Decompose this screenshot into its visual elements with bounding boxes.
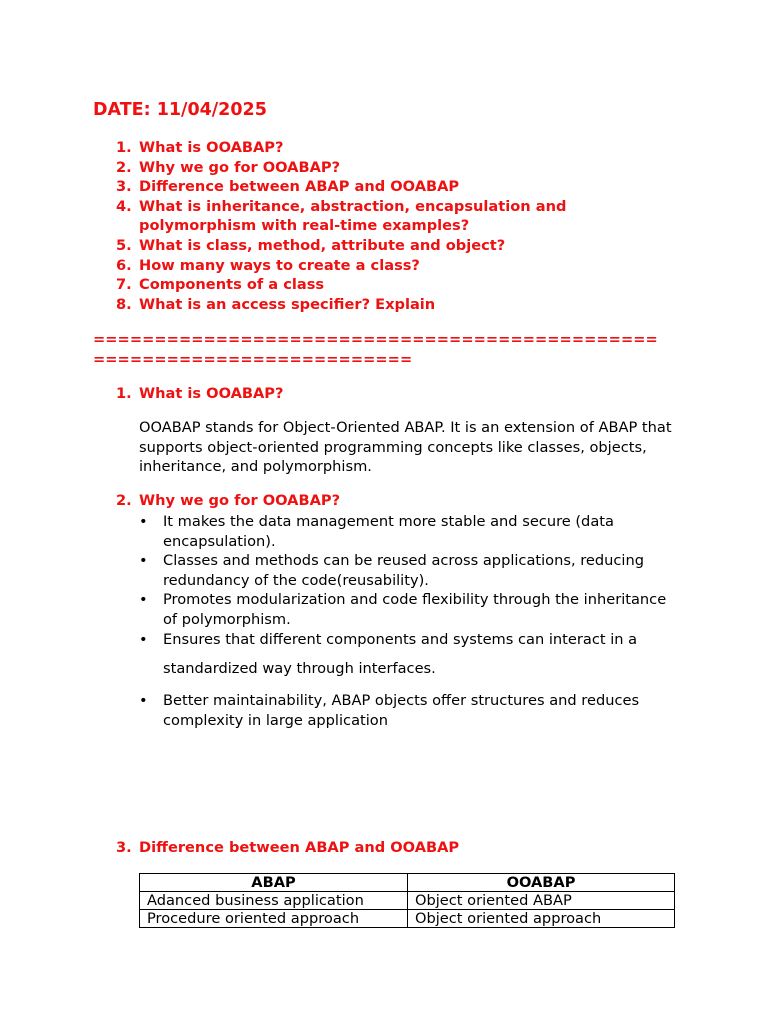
question-number: 8.	[116, 295, 132, 313]
table-cell: Adanced business application	[140, 892, 408, 910]
question-number: 5.	[116, 236, 132, 254]
question-item	[116, 236, 639, 256]
section-1-heading	[116, 385, 283, 402]
section-2-bullet-list-cont	[139, 691, 679, 730]
question-number: 4.	[116, 197, 132, 215]
table-cell: Object oriented approach	[408, 910, 675, 928]
question-text: What is class, method, attribute and object?	[139, 236, 506, 254]
question-text: What is an access specifier? Explain	[139, 295, 436, 313]
question-text: Why we go for OOABAP?	[139, 158, 341, 176]
question-text: Components of a class	[139, 276, 325, 294]
table-cell: Procedure oriented approach	[140, 910, 408, 928]
question-item	[116, 295, 639, 315]
bullet-item	[139, 551, 679, 590]
section-3-heading	[116, 839, 459, 856]
question-text: How many ways to create a class?	[139, 256, 420, 274]
bullet-item	[139, 630, 679, 650]
bullet-icon: •	[139, 630, 148, 648]
section-number: 3.	[116, 839, 132, 856]
section-number: 2.	[116, 492, 132, 509]
separator-line-2: ==========================	[93, 350, 413, 368]
separator-line-1: ==============================================	[93, 331, 658, 348]
table-cell: Object oriented ABAP	[408, 892, 675, 910]
bullet-text: Better maintainability, ABAP objects offer structures and reduces complexity in large application	[163, 692, 640, 729]
question-item	[116, 177, 639, 197]
section-number: 1.	[116, 385, 132, 402]
bullet-item	[139, 691, 679, 730]
question-text: What is OOABAP?	[139, 139, 284, 156]
separator-line	[93, 330, 658, 369]
table-header-cell: OOABAP	[408, 874, 675, 892]
question-number: 6.	[116, 256, 132, 274]
section-title: Difference between ABAP and OOABAP	[139, 839, 460, 856]
question-number: 1.	[116, 139, 132, 156]
bullet-icon: •	[139, 591, 148, 609]
bullet-text: It makes the data management more stable and secure (data encapsulation).	[163, 513, 614, 550]
table-row	[140, 910, 675, 928]
bullet-text: Classes and methods can be reused across applications, reducing redundancy of the code(reusability).	[163, 552, 645, 589]
question-number: 3.	[116, 178, 132, 196]
comparison-table	[139, 873, 675, 928]
table-header-cell: ABAP	[140, 874, 408, 892]
question-text: What is inheritance, abstraction, encapsulation and polymorphism with real-time examples?	[139, 197, 567, 235]
bullet-icon: •	[139, 692, 148, 709]
bullet-text: Ensures that different components and systems can interact in a	[163, 630, 638, 648]
bullet-text: Promotes modularization and code flexibility through the inheritance of polymorphism.	[163, 591, 667, 628]
bullet-item	[139, 512, 679, 551]
question-number: 7.	[116, 276, 132, 294]
section-2-heading	[116, 492, 340, 509]
section-1-paragraph: OOABAP stands for Object-Oriented ABAP. It is an extension of ABAP that supports object-oriented programming concepts like classes, objects, inheritance, and polymorphism.	[139, 419, 672, 476]
section-2-bullet-list	[139, 512, 679, 679]
question-item	[116, 197, 639, 236]
bullet-icon: •	[139, 513, 148, 530]
question-item	[116, 256, 639, 276]
section-title: What is OOABAP?	[139, 385, 284, 402]
question-number: 2.	[116, 158, 132, 176]
question-list	[116, 138, 639, 314]
bullet-icon: •	[139, 552, 148, 570]
question-item	[116, 275, 639, 295]
bullet-continuation	[139, 659, 679, 679]
bullet-text: standardized way through interfaces.	[163, 660, 436, 678]
section-title: Why we go for OOABAP?	[139, 492, 341, 509]
bullet-item	[139, 590, 679, 629]
table-header-row	[140, 874, 675, 892]
question-text: Difference between ABAP and OOABAP	[139, 178, 460, 196]
question-item	[116, 158, 639, 178]
question-item	[116, 138, 639, 158]
date-heading: DATE: 11/04/2025	[93, 100, 267, 120]
table-row	[140, 892, 675, 910]
